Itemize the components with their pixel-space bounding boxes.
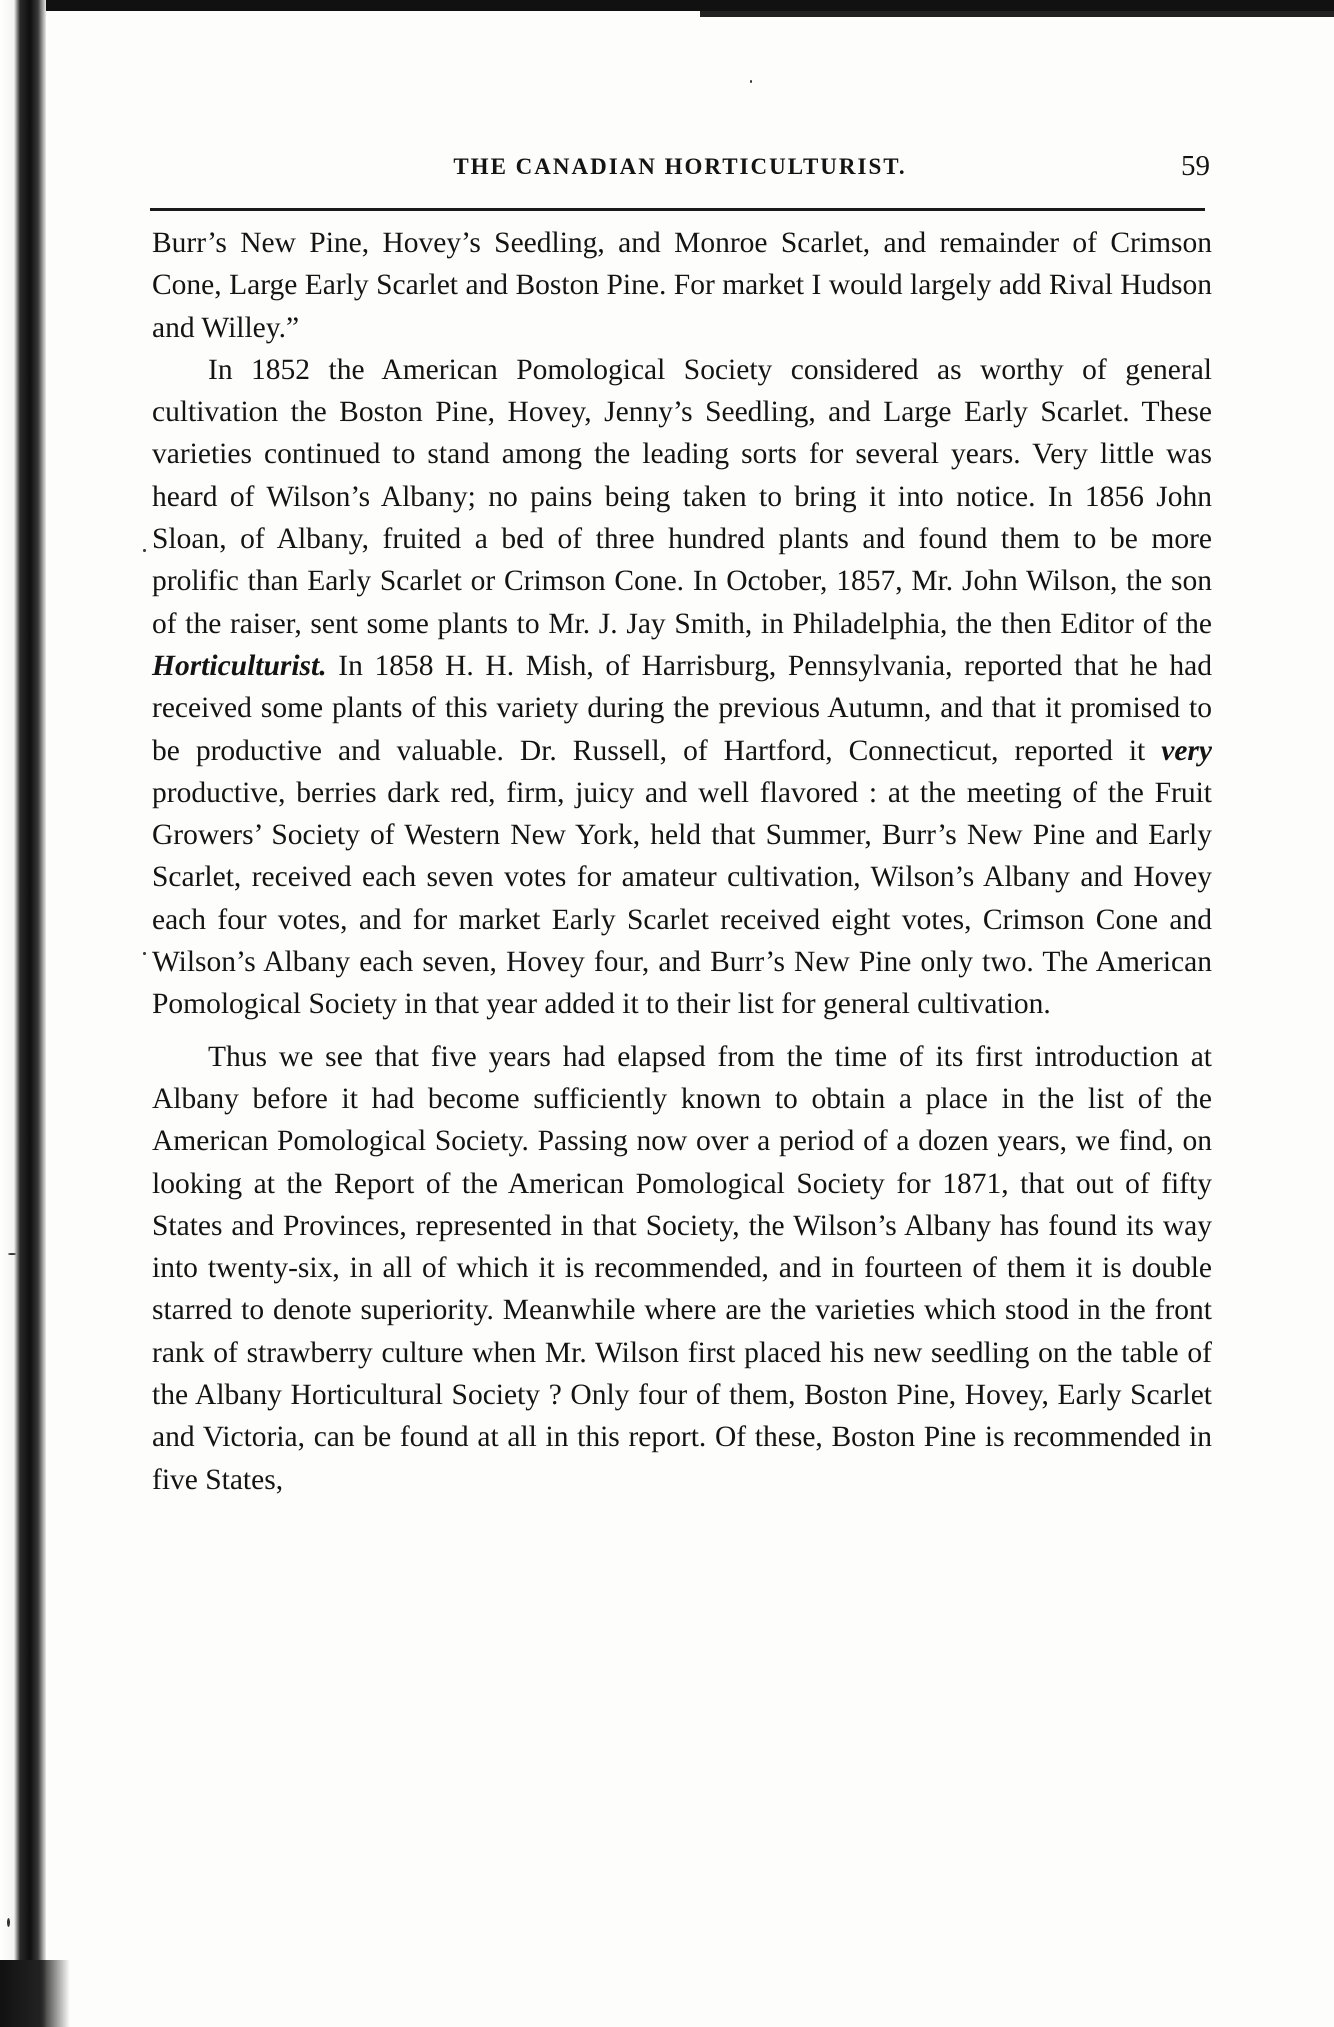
paragraph: [152, 222, 1212, 349]
scan-speck: [143, 952, 146, 955]
scan-speck: [143, 549, 146, 552]
running-head: [150, 150, 1210, 186]
page-number: 59: [1181, 150, 1210, 182]
italic-text: Horticulturist.: [152, 649, 327, 682]
text-run: In 1858 H. H. Mish, of Harrisburg, Pennsylvania, reported that he had received some plants of this variety during the previous Autumn, and that it promised to be productive and valuable. Dr. Russell, of Hartford, Connecticut, reported it: [152, 649, 1212, 767]
text-run: Thus we see that five years had elapsed from the time of its first introduction at Albany before it had become sufficiently known to obtain a place in the list of the American Pomological Society. Passing now over a period of a dozen years, we find, on looking at the Report of the American Pomological Society for 1871, that out of fifty States and Provinces, represented in that Society, the Wilson’s Albany has found its way into twenty-six, in all of which it is recommended, and in fourteen of them it is double starred to denote superiority. Meanwhile where are the varieties which stood in the front rank of strawberry culture when Mr. Wilson first placed his new seedling on the table of the Albany Horticultural Society ? Only four of them, Boston Pine, Hovey, Early Scarlet and Victoria, can be found at all in this report. Of these, Boston Pine is recommended in five States,: [152, 1040, 1212, 1496]
text-run: productive, berries dark red, firm, juicy and well flavored : at the meeting of the Fruit Growers’ Society of Western New York, held that Summer, Burr’s New Pine and Early Scarlet, received each seven votes for amateur cultivation, Wilson’s Albany and Hovey each four votes, and for market Early Scarlet received eight votes, Crimson Cone and Wilson’s Albany each seven, Hovey four, and Burr’s New Pine only two. The American Pomological Society in that year added it to their list for general cultivation.: [152, 776, 1212, 1021]
scan-top-edge-shadow: [700, 11, 1334, 17]
scan-speck: [8, 1253, 16, 1255]
paragraph: [152, 349, 1212, 1026]
italic-text: very: [1161, 734, 1212, 767]
paragraph: [152, 1036, 1212, 1501]
body-text: [152, 222, 1212, 1501]
binding-shadow: [0, 1960, 70, 2027]
scan-top-edge: [0, 0, 1334, 11]
scan-speck: [7, 1918, 10, 1927]
scan-speck: [750, 80, 752, 83]
text-run: Burr’s New Pine, Hovey’s Seedling, and Monroe Scarlet, and remainder of Crimson Cone, Large Early Scarlet and Boston Pine. For market I would largely add Rival Hudson and Willey.”: [152, 227, 1212, 344]
binding-edge: [0, 0, 46, 2027]
header-rule: [150, 208, 1205, 211]
text-run: In 1852 the American Pomological Society considered as worthy of general cultivation the Boston Pine, Hovey, Jenny’s Seedling, and Large Early Scarlet. These varieties continued to stand among the leading sorts for several years. Very little was heard of Wilson’s Albany; no pains being taken to bring it into notice. In 1856 John Sloan, of Albany, fruited a bed of three hundred plants and found them to be more prolific than Early Scarlet or Crimson Cone. In October, 1857, Mr. John Wilson, the son of the raiser, sent some plants to Mr. J. Jay Smith, in Philadelphia, the then Editor of the: [152, 353, 1212, 640]
running-title: THE CANADIAN HORTICULTURIST.: [453, 154, 907, 179]
